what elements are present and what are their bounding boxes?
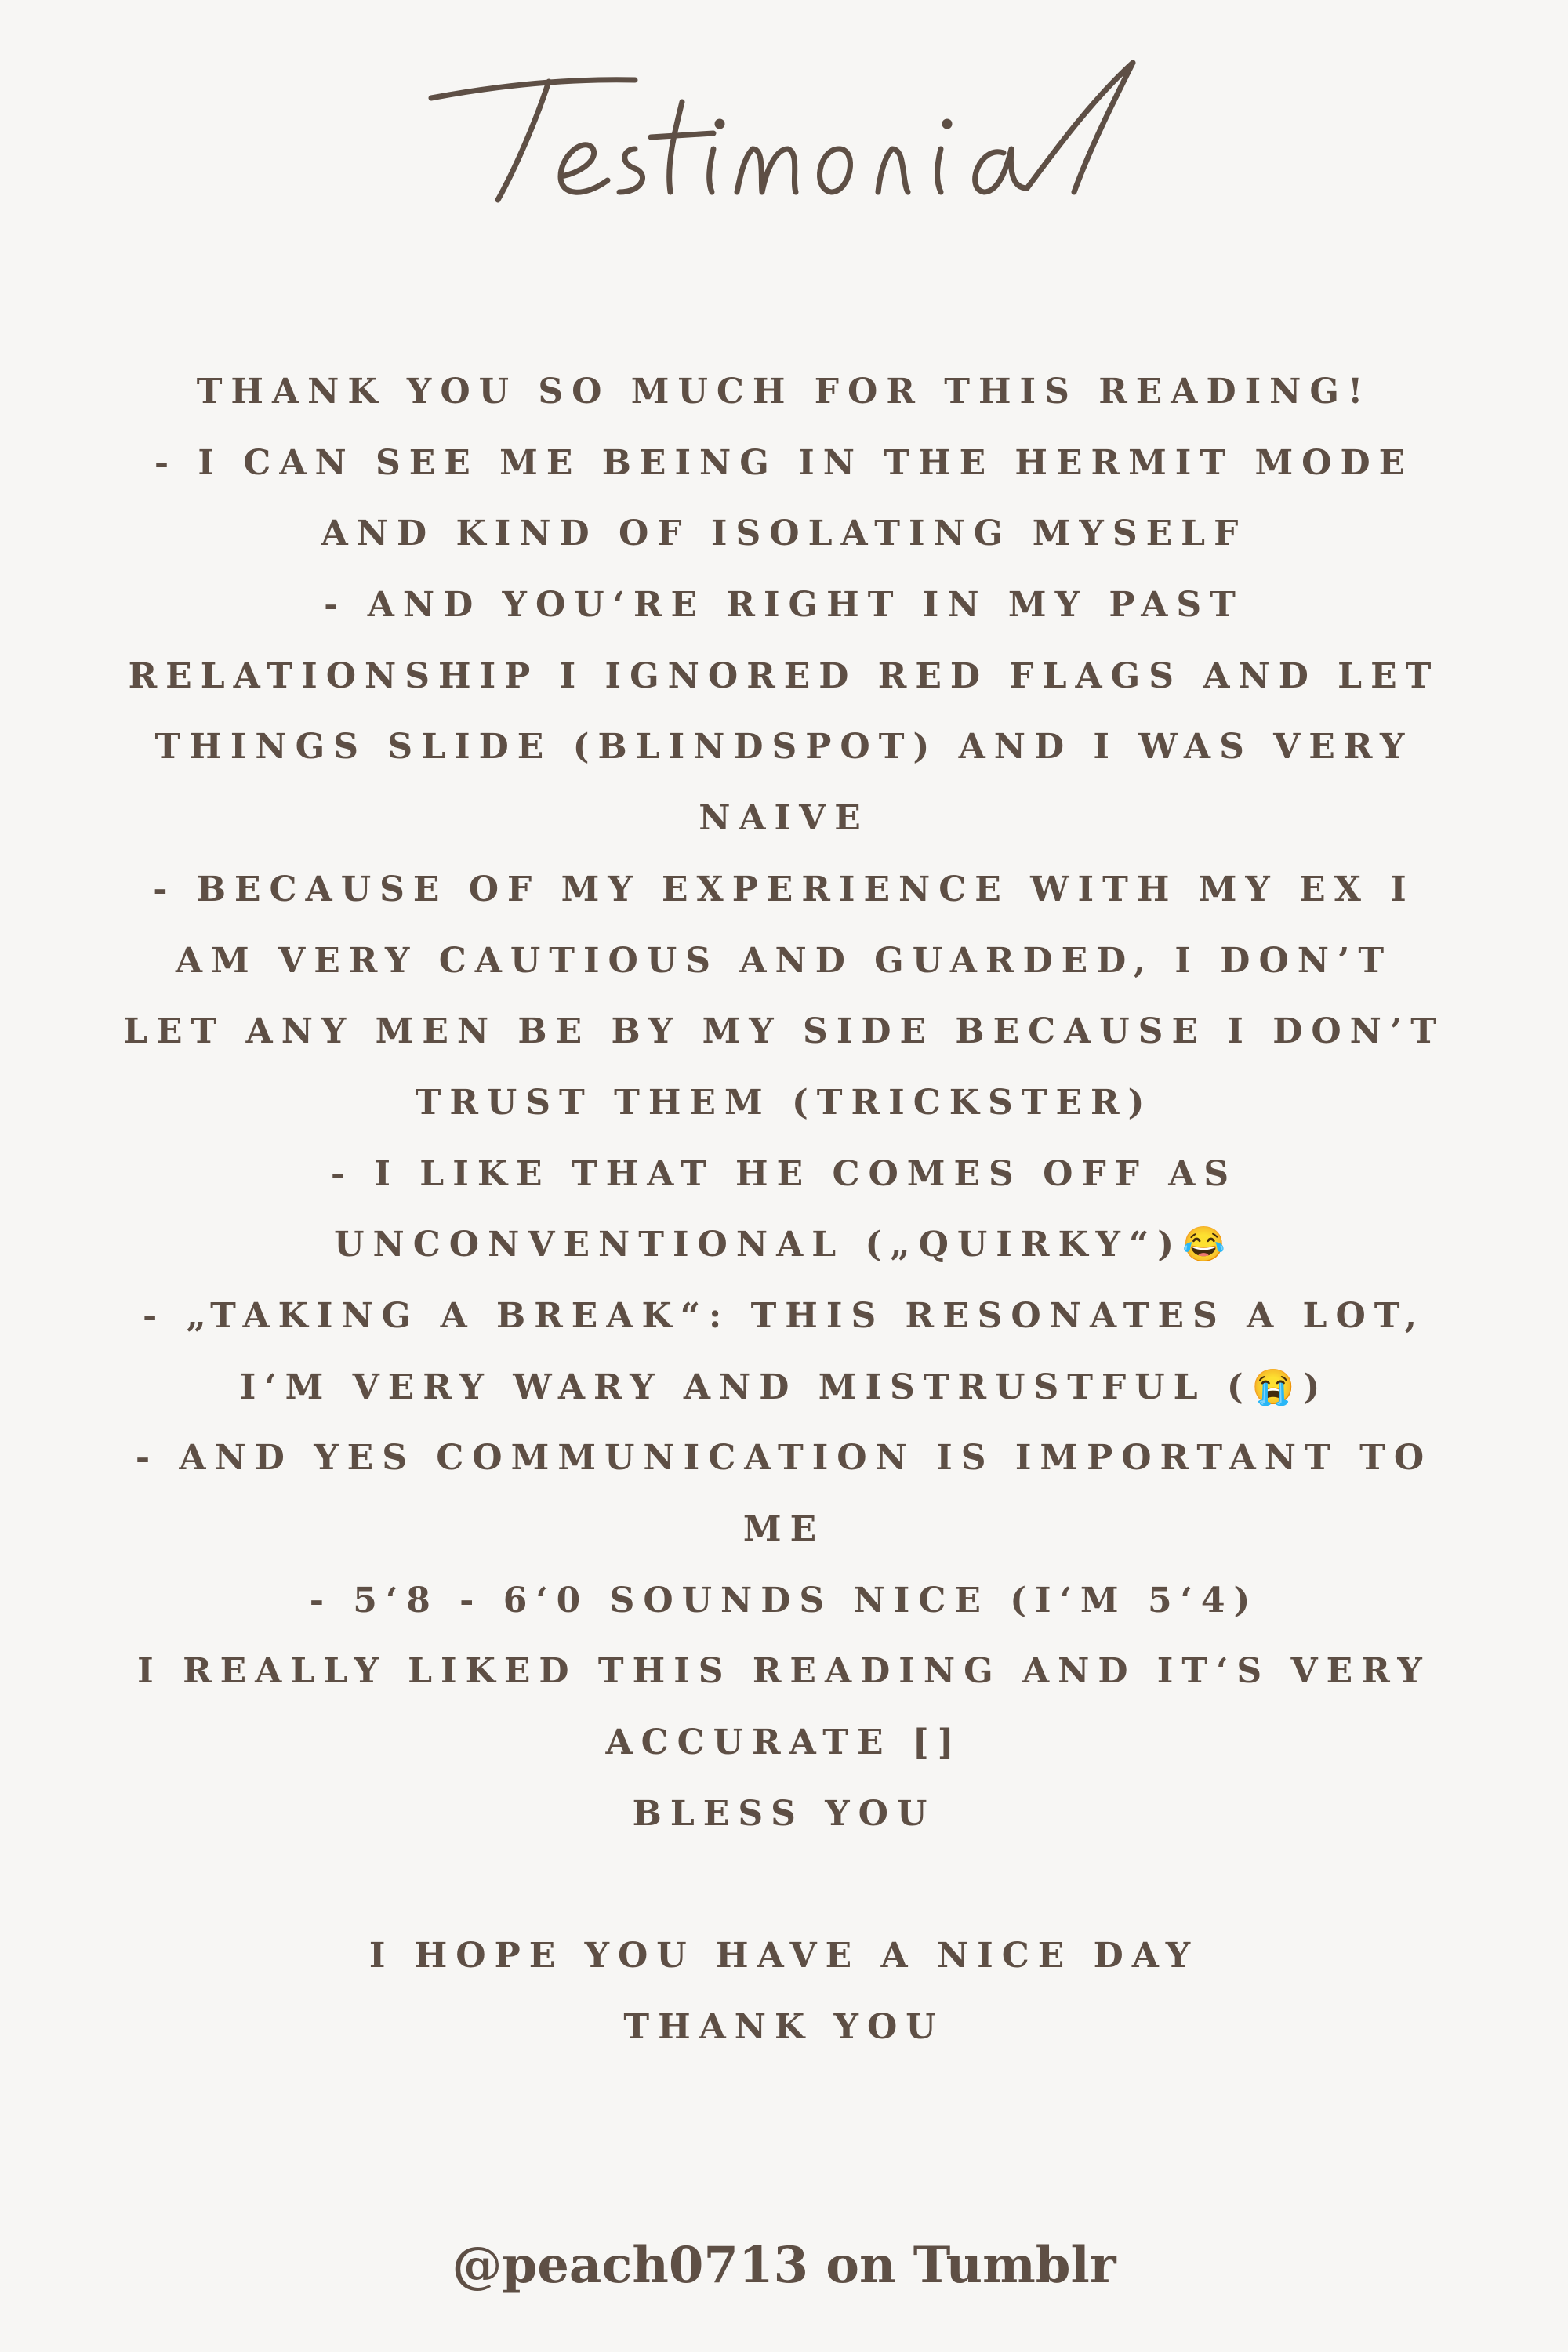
testimonial-line: AM VERY CAUTIOUS AND GUARDED, I DON’T bbox=[175, 940, 1393, 981]
blank-line bbox=[63, 1849, 1505, 1921]
testimonial-line: I‘M VERY WARY AND MISTRUSTFUL (😭) bbox=[239, 1367, 1329, 1407]
testimonial-line: - BECAUSE OF MY EXPERIENCE WITH MY EX I bbox=[153, 869, 1415, 909]
testimonial-line: BLESS YOU bbox=[632, 1793, 936, 1834]
testimonial-line: ACCURATE [] bbox=[605, 1722, 963, 1763]
testimonial-line: UNCONVENTIONAL („QUIRKY“)😂 bbox=[334, 1225, 1234, 1265]
testimonial-line: THANK YOU SO MUCH FOR THIS READING! bbox=[196, 372, 1372, 412]
testimonial-line: - I LIKE THAT HE COMES OFF AS bbox=[330, 1153, 1238, 1194]
title-script bbox=[400, 31, 1168, 235]
testimonial-line: AND KIND OF ISOLATING MYSELF bbox=[321, 514, 1247, 554]
testimonial-line: - AND YES COMMUNICATION IS IMPORTANT TO bbox=[135, 1438, 1433, 1479]
testimonial-line: NAIVE bbox=[699, 798, 869, 839]
testimonial-line: ME bbox=[742, 1509, 826, 1549]
testimonial-line: RELATIONSHIP I IGNORED RED FLAGS AND LET bbox=[128, 655, 1440, 696]
testimonial-line: I HOPE YOU HAVE A NICE DAY bbox=[368, 1936, 1200, 1976]
testimonial-line: TRUST THEM (TRICKSTER) bbox=[415, 1082, 1153, 1123]
testimonial-body bbox=[63, 357, 1505, 2063]
testimonial-line: - AND YOU‘RE RIGHT IN MY PAST bbox=[324, 585, 1244, 626]
page-title bbox=[0, 31, 1568, 235]
testimonial-line: THINGS SLIDE (BLINDSPOT) AND I WAS VERY bbox=[154, 727, 1414, 768]
testimonial-line: THANK YOU bbox=[623, 2006, 945, 2047]
testimonial-line: - „TAKING A BREAK“: THIS RESONATES A LOT, bbox=[142, 1295, 1426, 1336]
tumblr-handle: @peach0713 on Tumblr bbox=[452, 2236, 1116, 2295]
testimonial-line: LET ANY MEN BE BY MY SIDE BECAUSE I DON’T bbox=[123, 1011, 1445, 1052]
testimonial-line: I REALLY LIKED THIS READING AND IT‘S VERY bbox=[137, 1651, 1431, 1692]
testimonial-line: - I CAN SEE ME BEING IN THE HERMIT MODE bbox=[154, 442, 1414, 483]
testimonial-line: - 5‘8 - 6‘0 SOUNDS NICE (I‘M 5‘4) bbox=[309, 1580, 1259, 1621]
